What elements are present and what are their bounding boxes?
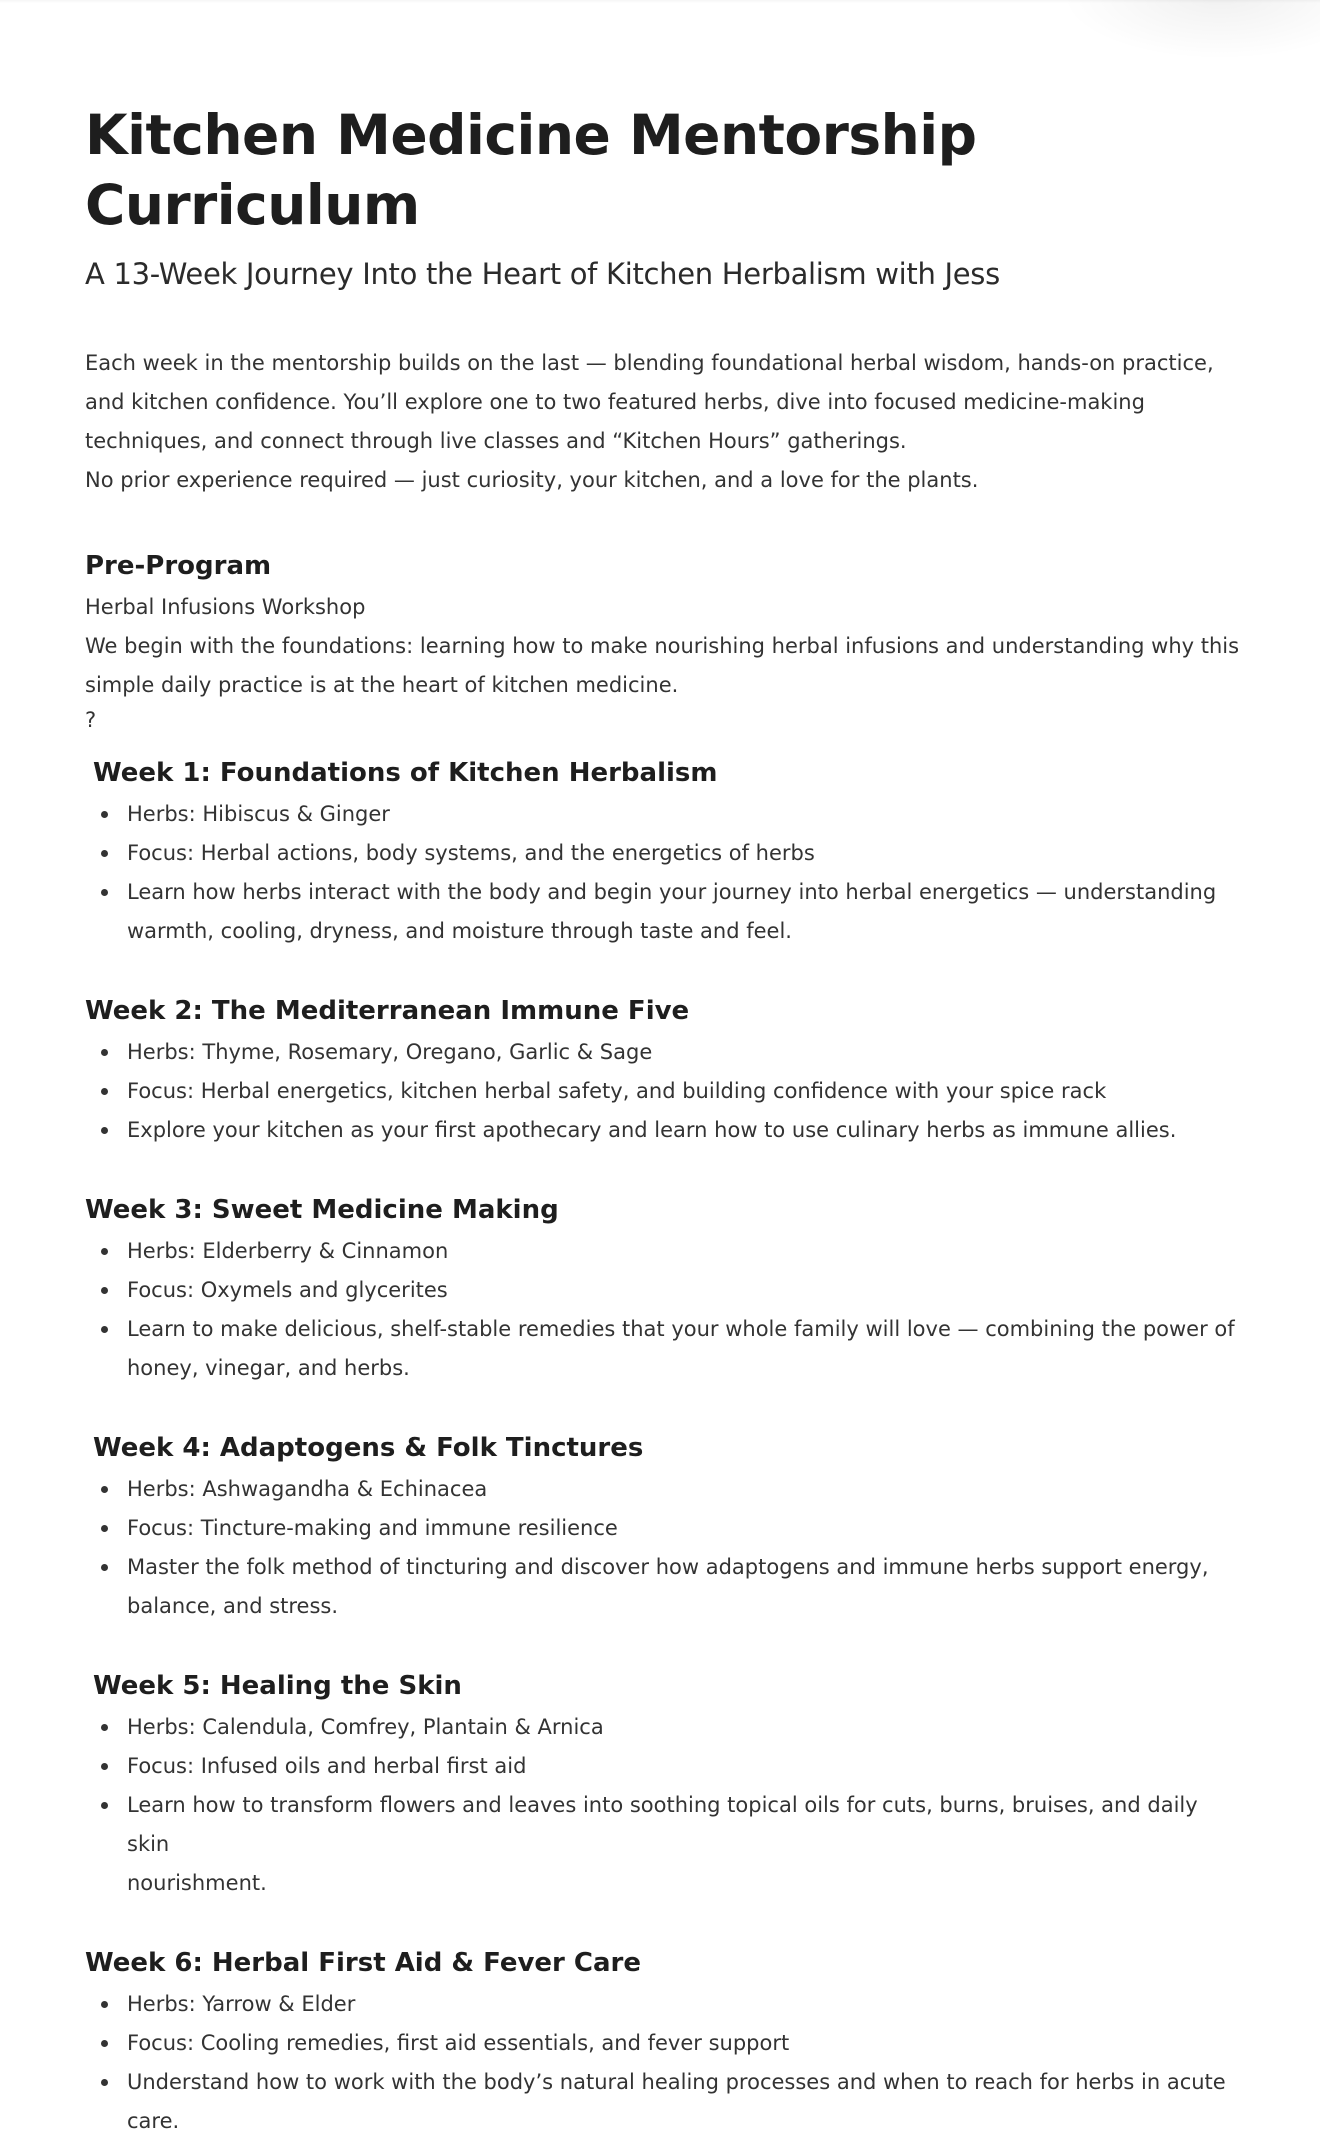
- week-1-herbs: Herbs: Hibiscus & Ginger: [127, 795, 1245, 834]
- bullet-icon: [101, 1564, 108, 1571]
- week-6-section: [85, 1945, 1245, 2141]
- bullet-icon: [101, 1326, 108, 1333]
- week-6-heading: Week 6: Herbal First Aid & Fever Care: [85, 1948, 641, 1978]
- bullet-icon: [101, 1049, 108, 1056]
- bullet-icon: [101, 2040, 108, 2047]
- intro-line: and kitchen confidence. You’ll explore one to two featured herbs, dive into focused medicine-making: [85, 390, 1145, 414]
- week-1-list: [85, 795, 1245, 951]
- week-3-list: [85, 1232, 1245, 1388]
- bullet-icon: [101, 1763, 108, 1770]
- bullet-icon: [101, 2079, 108, 2086]
- week-1-learn: Learn how herbs interact with the body and begin your journey into herbal energetics — understanding warmth, cooling, dryness, and moisture through taste and feel.: [127, 873, 1245, 951]
- week-5-heading: Week 5: Healing the Skin: [93, 1671, 462, 1701]
- week-5-herbs: Herbs: Calendula, Comfrey, Plantain & Arnica: [127, 1708, 1245, 1747]
- week-4-heading: Week 4: Adaptogens & Folk Tinctures: [93, 1433, 644, 1463]
- bullet-icon: [101, 1724, 108, 1731]
- bullet-icon: [101, 850, 108, 857]
- week-3-section: [85, 1192, 1245, 1388]
- page-title: Kitchen Medicine Mentorship Curriculum: [85, 103, 977, 237]
- week-1-heading: Week 1: Foundations of Kitchen Herbalism: [93, 758, 718, 788]
- bullet-icon: [101, 1248, 108, 1255]
- week-6-list: [85, 1985, 1245, 2141]
- intro-line: techniques, and connect through live classes and “Kitchen Hours” gatherings.: [85, 429, 907, 453]
- week-5-focus: Focus: Infused oils and herbal first aid: [127, 1747, 1245, 1786]
- intro-paragraph: [85, 344, 1245, 500]
- week-6-learn: Understand how to work with the body’s natural healing processes and when to reach for herbs in acute care.: [127, 2063, 1245, 2141]
- pre-program-section: [85, 548, 1245, 735]
- week-4-list: [85, 1470, 1245, 1626]
- week-2-learn: Explore your kitchen as your first apothecary and learn how to use culinary herbs as immune allies.: [127, 1111, 1245, 1150]
- week-2-section: [85, 993, 1245, 1150]
- week-6-herbs: Herbs: Yarrow & Elder: [127, 1985, 1245, 2024]
- week-5-list: [85, 1708, 1245, 1903]
- week-6-focus: Focus: Cooling remedies, first aid essentials, and fever support: [127, 2024, 1245, 2063]
- week-4-focus: Focus: Tincture-making and immune resilience: [127, 1509, 1245, 1548]
- week-4-learn: Master the folk method of tincturing and discover how adaptogens and immune herbs support energy, balance, and stress.: [127, 1548, 1245, 1626]
- bullet-icon: [101, 2001, 108, 2008]
- week-2-focus: Focus: Herbal energetics, kitchen herbal safety, and building confidence with your spice rack: [127, 1072, 1245, 1111]
- week-1-focus: Focus: Herbal actions, body systems, and the energetics of herbs: [127, 834, 1245, 873]
- document-content: [85, 100, 1245, 2141]
- pre-program-heading: Pre-Program: [85, 551, 272, 581]
- bullet-icon: [101, 889, 108, 896]
- week-5-learn: Learn how to transform flowers and leaves into soothing topical oils for cuts, burns, bruises, and daily skin nourishment.: [127, 1786, 1245, 1903]
- pre-program-workshop: Herbal Infusions Workshop: [85, 595, 366, 619]
- week-2-heading: Week 2: The Mediterranean Immune Five: [85, 996, 690, 1026]
- bullet-icon: [101, 1287, 108, 1294]
- week-3-herbs: Herbs: Elderberry & Cinnamon: [127, 1232, 1245, 1271]
- bullet-icon: [101, 1486, 108, 1493]
- bullet-icon: [101, 1525, 108, 1532]
- intro-line: Each week in the mentorship builds on the last — blending foundational herbal wisdom, hands-on practice,: [85, 351, 1214, 375]
- stray-character: ?: [85, 708, 97, 732]
- week-1-section: [85, 755, 1245, 951]
- week-4-herbs: Herbs: Ashwagandha & Echinacea: [127, 1470, 1245, 1509]
- week-2-list: [85, 1033, 1245, 1150]
- week-5-section: [85, 1668, 1245, 1903]
- bullet-icon: [101, 1088, 108, 1095]
- week-4-section: [85, 1430, 1245, 1626]
- bullet-icon: [101, 1127, 108, 1134]
- bullet-icon: [101, 1802, 108, 1809]
- week-3-learn: Learn to make delicious, shelf-stable remedies that your whole family will love — combining the power of honey, vinegar, and herbs.: [127, 1310, 1245, 1388]
- corner-shadow: [1060, 0, 1320, 60]
- week-2-herbs: Herbs: Thyme, Rosemary, Oregano, Garlic & Sage: [127, 1033, 1245, 1072]
- intro-line: No prior experience required — just curiosity, your kitchen, and a love for the plants.: [85, 468, 979, 492]
- page-subtitle: A 13-Week Journey Into the Heart of Kitchen Herbalism with Jess: [85, 257, 1000, 291]
- pre-program-description: simple daily practice is at the heart of kitchen medicine.: [85, 673, 679, 697]
- bullet-icon: [101, 811, 108, 818]
- week-3-focus: Focus: Oxymels and glycerites: [127, 1271, 1245, 1310]
- week-3-heading: Week 3: Sweet Medicine Making: [85, 1195, 559, 1225]
- pre-program-description: We begin with the foundations: learning how to make nourishing herbal infusions and understanding why this: [85, 634, 1240, 658]
